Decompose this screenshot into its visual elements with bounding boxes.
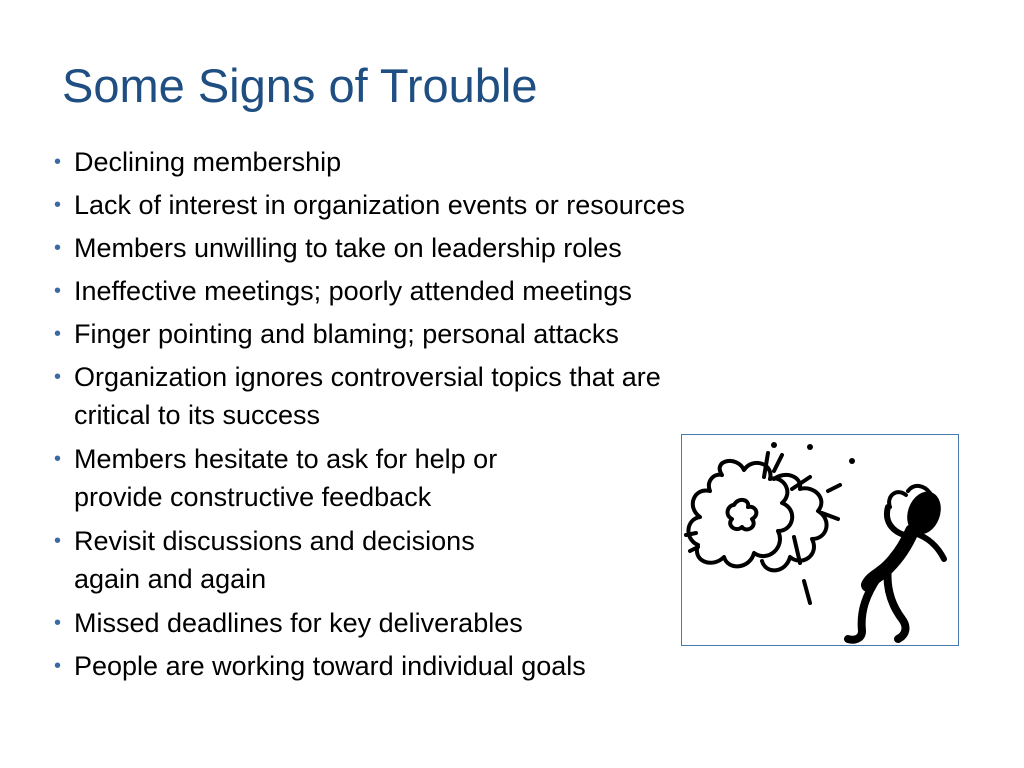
bullet-item (54, 522, 574, 598)
bullet-text: Missed deadlines for key deliverables (74, 608, 523, 638)
bullet-item (54, 358, 774, 434)
bullet-text: Members unwilling to take on leadership roles (74, 233, 622, 263)
slide-title: Some Signs of Trouble (62, 59, 538, 112)
bullet-text: Finger pointing and blaming; personal attacks (74, 319, 619, 349)
bullet-dot-icon: • (54, 448, 62, 470)
bullet-dot-icon: • (54, 323, 62, 345)
bullet-dot-icon: • (54, 366, 62, 388)
bullet-item (54, 647, 814, 685)
bullet-dot-icon: • (54, 237, 62, 259)
frustrated-stick-figure-explosion-icon (682, 435, 958, 645)
bullet-text-line: Revisit discussions and decisions (74, 526, 475, 556)
bullet-text-line: Members hesitate to ask for help or (74, 444, 498, 474)
spark-dots-icon (771, 442, 855, 464)
bullet-dot-icon: • (54, 280, 62, 302)
bullet-text: Declining membership (74, 147, 342, 177)
bullet-item (54, 272, 814, 310)
bullet-dot-icon: • (54, 530, 62, 552)
clipart-frame (681, 434, 959, 646)
bullet-item (54, 229, 814, 267)
bullet-text: Ineffective meetings; poorly attended meetings (74, 276, 632, 306)
bullet-item (54, 143, 814, 181)
motion-lines-icon (686, 453, 840, 603)
bullet-item (54, 315, 814, 353)
bullet-dot-icon: • (54, 612, 62, 634)
stick-figure-icon (848, 486, 947, 640)
bullet-dot-icon: • (54, 655, 62, 677)
explosion-cloud-icon (688, 461, 826, 570)
bullet-text-line: again and again (74, 564, 267, 594)
bullet-text-line: Organization ignores controversial topics that are (74, 362, 661, 392)
bullet-item (54, 440, 574, 516)
bullet-dot-icon: • (54, 151, 62, 173)
bullet-text-line: provide constructive feedback (74, 482, 432, 512)
bullet-text: People are working toward individual goals (74, 651, 586, 681)
bullet-item (54, 186, 814, 224)
bullet-dot-icon: • (54, 194, 62, 216)
bullet-text-line: critical to its success (74, 400, 321, 430)
bullet-text: Lack of interest in organization events or resources (74, 190, 685, 220)
